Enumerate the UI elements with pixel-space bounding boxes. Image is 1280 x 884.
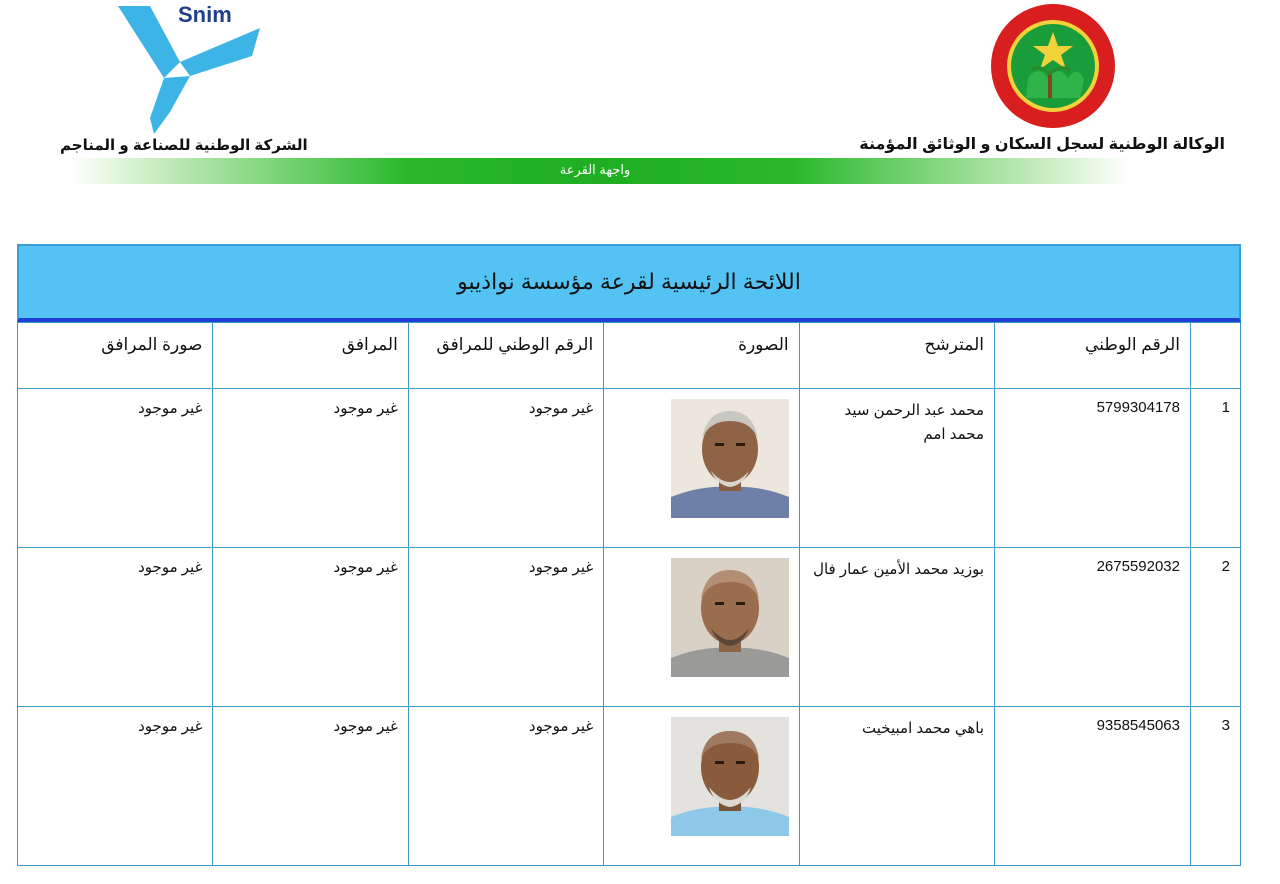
col-photo: الصورة <box>604 323 799 389</box>
row-index: 1 <box>1191 389 1241 548</box>
companion-name: غير موجود <box>213 389 408 548</box>
col-companion-id: الرقم الوطني للمرافق <box>408 323 603 389</box>
companion-name: غير موجود <box>213 707 408 866</box>
companion-photo: غير موجود <box>18 548 213 707</box>
row-index: 3 <box>1191 707 1241 866</box>
companion-id: غير موجود <box>408 707 603 866</box>
candidates-table <box>17 322 1241 866</box>
lottery-interface-label: واجهة القرعة <box>559 162 631 177</box>
companion-id: غير موجود <box>408 389 603 548</box>
candidate-photo-cell <box>604 389 799 548</box>
companion-id: غير موجود <box>408 548 603 707</box>
portrait-photo <box>671 399 789 518</box>
table-title: اللائحة الرئيسية لقرعة مؤسسة نواذيبو <box>17 244 1241 322</box>
candidate-photo-cell <box>604 548 799 707</box>
companion-name: غير موجود <box>213 548 408 707</box>
mauritania-seal-icon <box>988 2 1118 130</box>
col-national-id: الرقم الوطني <box>995 323 1191 389</box>
portrait-photo <box>671 717 789 836</box>
table-row <box>18 389 1241 548</box>
national-id: 2675592032 <box>995 548 1191 707</box>
row-index: 2 <box>1191 548 1241 707</box>
col-companion: المرافق <box>213 323 408 389</box>
company-name: الشركة الوطنية للصناعة و المناجم <box>60 137 308 154</box>
table-row <box>18 707 1241 866</box>
table-row <box>18 548 1241 707</box>
col-index <box>1191 323 1241 389</box>
snim-logo-text: Snim <box>178 2 232 27</box>
document-header <box>0 0 1280 200</box>
agency-name: الوكالة الوطنية لسجل السكان و الوثائق المؤمنة <box>859 136 1225 153</box>
candidate-name: بوزيد محمد الأمين عمار فال <box>799 548 994 707</box>
national-id: 9358545063 <box>995 707 1191 866</box>
portrait-photo <box>671 558 789 677</box>
national-id: 5799304178 <box>995 389 1191 548</box>
lottery-list <box>17 244 1241 884</box>
col-companion-photo: صورة المرافق <box>18 323 213 389</box>
candidate-name: باهي محمد امبيخيت <box>799 707 994 866</box>
companion-photo: غير موجود <box>18 707 213 866</box>
candidate-photo-cell <box>604 707 799 866</box>
companion-photo: غير موجود <box>18 389 213 548</box>
col-candidate: المترشح <box>799 323 994 389</box>
table-header-row <box>18 323 1241 389</box>
candidate-name: محمد عبد الرحمن سيد محمد امم <box>799 389 994 548</box>
